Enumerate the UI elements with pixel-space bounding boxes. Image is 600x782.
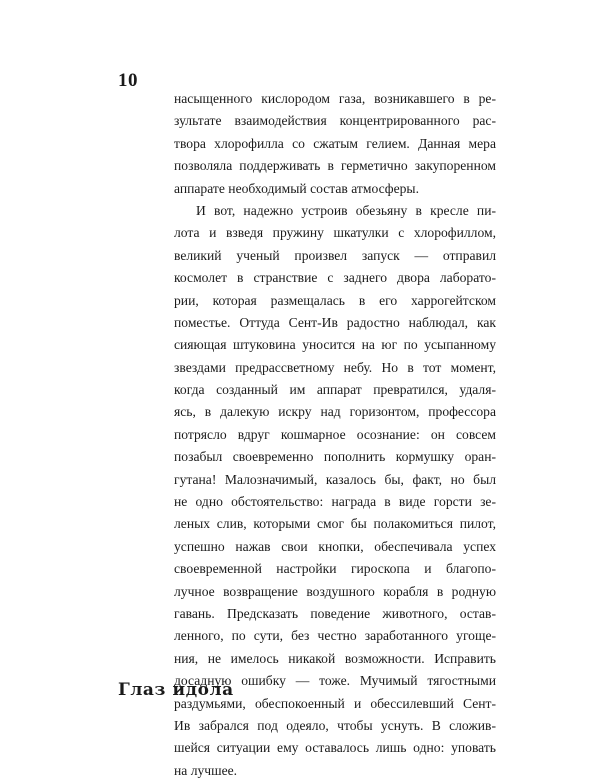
text-line: сияющая штуковина уносится на юг по усыпанному bbox=[174, 337, 496, 353]
text-line: лучное возвращение воздушного корабля в родную bbox=[174, 583, 496, 599]
running-footer-title: Глаз идола bbox=[118, 680, 234, 700]
text-line: потрясло вдруг кошмарное осознание: он совсем bbox=[174, 426, 496, 442]
text-line: насыщенного кислородом газа, возникавшего в ре- bbox=[174, 91, 496, 106]
text-line: гутана! Малозначимый, казалось бы, факт, но был bbox=[174, 471, 496, 487]
text-line: рии, которая размещалась в его харрогейтском bbox=[174, 292, 496, 308]
text-line: Ив забрался под одеяло, чтобы уснуть. В сложив- bbox=[174, 717, 496, 733]
text-line: леных слив, которыми смог бы полакомиться пилот, bbox=[174, 516, 496, 532]
text-line: позволяла поддерживать в герметично закупоренном bbox=[174, 158, 496, 174]
text-line: твора хлорофилла со сжатым гелием. Данная мера bbox=[174, 135, 496, 151]
text-line: аппарате необходимый состав атмосферы. bbox=[174, 180, 419, 196]
text-line: на лучшее. bbox=[174, 762, 238, 778]
text-line: успешно нажав свои кнопки, обеспечивала успех bbox=[174, 538, 496, 554]
text-line: досадную ошибку — тоже. Мучимый тягостными bbox=[174, 673, 496, 689]
text-line: позабыл своевременно пополнить кормушку оран- bbox=[174, 449, 496, 465]
text-line: не одно обстоятельство: награда в виде горсти зе- bbox=[174, 494, 496, 510]
page-number: 10 bbox=[118, 70, 138, 91]
text-line: поместье. Оттуда Сент-Ив радостно наблюдал, как bbox=[174, 314, 496, 330]
text-line: космолет в странствие с заднего двора лаборато- bbox=[174, 270, 496, 286]
text-line: звездами предрассветному небу. Но в тот момент, bbox=[174, 359, 496, 375]
text-line: лота и взведя пружину шкатулки с хлорофиллом, bbox=[174, 225, 496, 241]
text-line: своевременной настройки гироскопа и благопо- bbox=[174, 561, 496, 577]
text-line: ясь, в далекую искру над горизонтом, профессора bbox=[174, 404, 496, 420]
text-line: великий ученый произвел запуск — отправил bbox=[174, 247, 496, 263]
body-text bbox=[174, 88, 496, 782]
text-line: когда созданный им аппарат превратился, удаля- bbox=[174, 382, 496, 398]
text-line: зультате взаимодействия концентрированного рас- bbox=[174, 113, 496, 129]
text-line: ленного, по сути, без честно заработанного угоще- bbox=[174, 628, 496, 644]
text-line: ния, не имелось никакой возможности. Исправить bbox=[174, 650, 496, 666]
text-line: шейся ситуации ему оставалось лишь одно: уповать bbox=[174, 740, 496, 756]
text-line: И вот, надежно устроив обезьяну в кресле пи- bbox=[196, 202, 496, 218]
text-line: гавань. Предсказать поведение животного, остав- bbox=[174, 605, 496, 621]
text-line: раздумьями, обеспокоенный и обессилевший Сент- bbox=[174, 695, 496, 711]
